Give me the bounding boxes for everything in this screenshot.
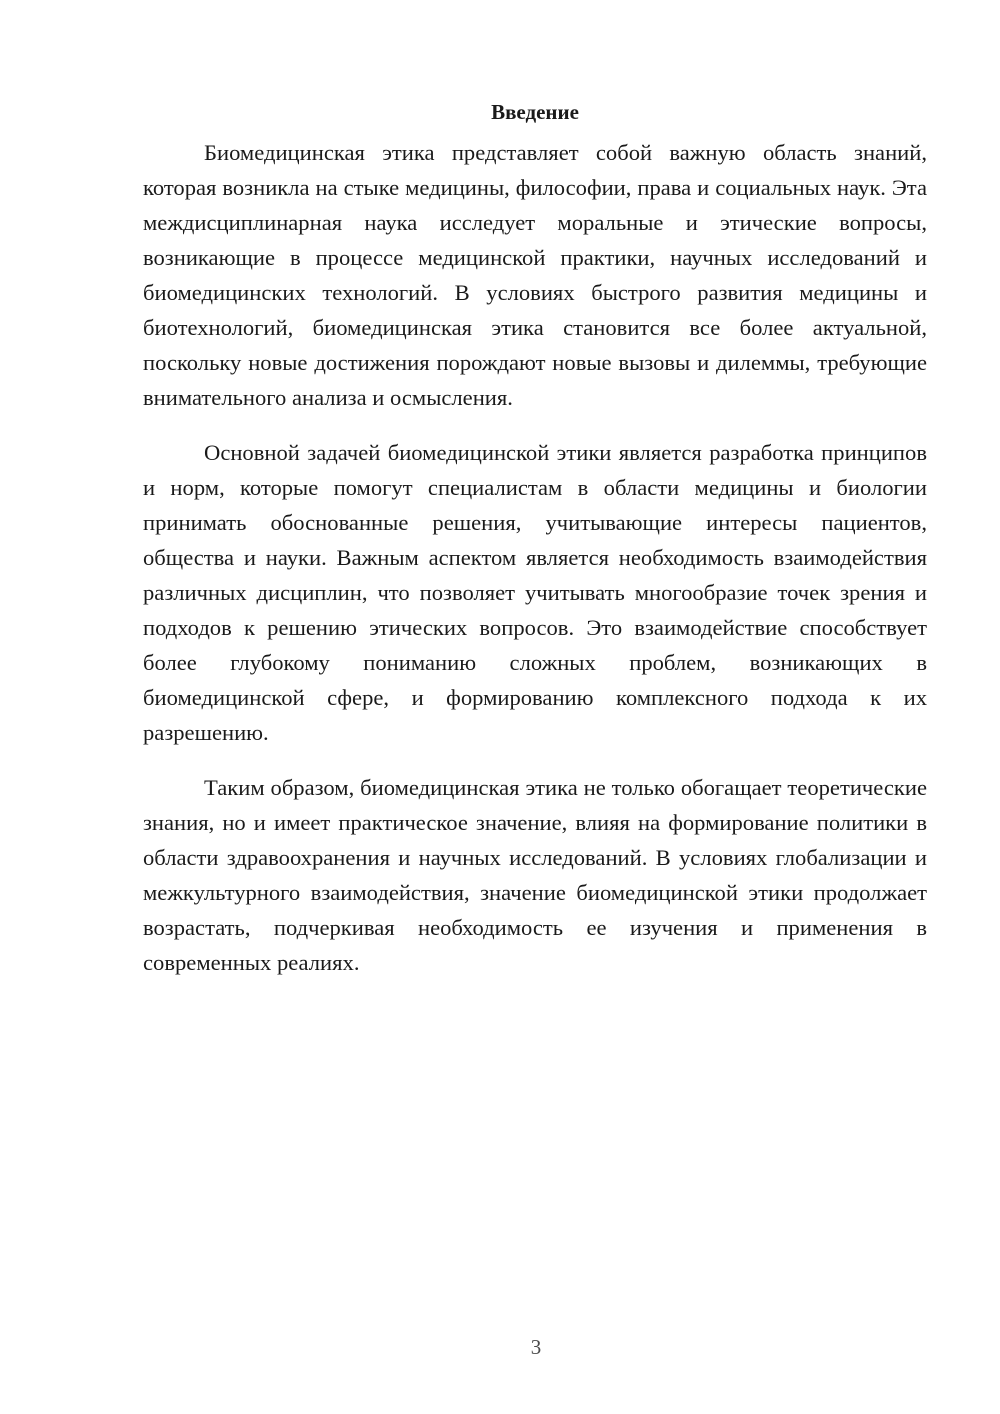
page-number: 3	[530, 1335, 542, 1359]
paragraph-3: Таким образом, биомедицинская этика не только обогащает теоретические знания, но и имеет практическое значение, влияя на формирование политики в области здравоохранения и научных исследований. В условиях глобализации и межкультурного взаимодействия, значение биомедицинской этики продолжает возрастать, подчеркивая необходимость ее изучения и применения в современных реалиях.	[143, 775, 927, 975]
page-content	[143, 95, 927, 1000]
section-heading: Введение	[491, 100, 579, 124]
paragraph-1: Биомедицинская этика представляет собой важную область знаний, которая возникла на стыке медицины, философии, права и социальных наук. Эта междисциплинарная наука исследует моральные и этические вопросы, возникающие в процессе медицинской практики, научных исследований и биомедицинских технологий. В условиях быстрого развития медицины и биотехнологий, биомедицинская этика становится все более актуальной, поскольку новые достижения порождают новые вызовы и дилеммы, требующие внимательного анализа и осмысления.	[143, 140, 927, 410]
paragraph-2: Основной задачей биомедицинской этики является разработка принципов и норм, которые помогут специалистам в области медицины и биологии принимать обоснованные решения, учитывающие интересы пациентов, общества и науки. Важным аспектом является необходимость взаимодействия различных дисциплин, что позволяет учитывать многообразие точек зрения и подходов к решению этических вопросов. Это взаимодействие способствует более глубокому пониманию сложных проблем, возникающих в биомедицинской сфере, и формированию комплексного подхода к их разрешению.	[143, 440, 927, 745]
